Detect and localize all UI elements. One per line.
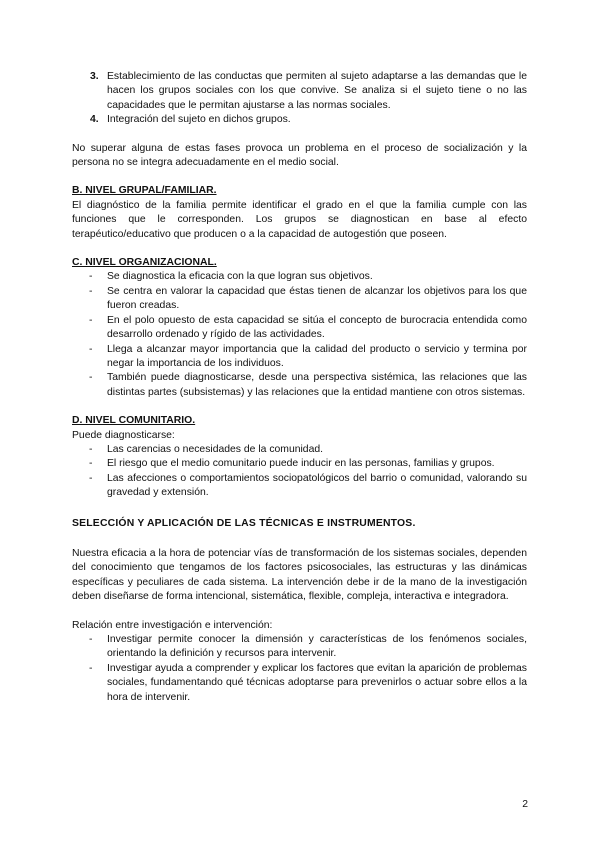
item-text: Llega a alcanzar mayor importancia que la calidad del producto o servicio y termina por negar la importancia de los individuos. (107, 343, 527, 369)
dash-bullet: - (89, 458, 93, 470)
dash-bullet: - (89, 472, 93, 484)
numbered-list (72, 70, 527, 128)
item-text: Investigar ayuda a comprender y explicar los factores que evitan la aparición de problemas sociales, fundamentando qué técnicas adoptarse para prevenirlos o actuar sobre ellos a la hora de intervenir. (107, 662, 527, 703)
list-item (72, 270, 527, 284)
list-item (72, 113, 527, 127)
list-item (72, 314, 527, 343)
dash-bullet: - (89, 372, 93, 384)
section-d-intro: Puede diagnosticarse: (72, 429, 175, 441)
item-text: Se centra en valorar la capacidad que éstas tienen de alcanzar los objetivos para los que fueron creadas. (107, 285, 527, 312)
item-text: Establecimiento de las conductas que permiten al sujeto adaptarse a las demandas que le hacen los grupos sociales con los que convive. Se analiza si el sujeto tiene o no las capacidades que le permitan ajustarse a las normas sociales. (107, 71, 527, 111)
phase-paragraph: No superar alguna de estas fases provoca un problema en el proceso de socialización y la persona no se integra adecuadamente en el medio social. (72, 142, 527, 169)
item-text: También puede diagnosticarse, desde una perspectiva sistémica, las relaciones que las distintas partes (subsistemas) y las relaciones que la entidad mantiene con otros sistemas. (107, 372, 527, 398)
page-number: 2 (522, 799, 528, 810)
item-text: Las carencias o necesidades de la comunidad. (107, 443, 324, 455)
list-item (72, 443, 527, 457)
dash-bullet: - (89, 314, 93, 326)
item-text: Se diagnostica la eficacia con la que logran sus objetivos. (107, 271, 373, 283)
dash-bullet: - (89, 662, 93, 674)
techniques-title: SELECCIÓN Y APLICACIÓN DE LAS TÉCNICAS E INSTRUMENTOS. (72, 517, 416, 529)
list-item (72, 472, 527, 501)
item-number: 4. (90, 114, 99, 126)
document-page (72, 70, 527, 705)
list-item (72, 285, 527, 314)
relation-intro: Relación entre investigación e intervención: (72, 619, 273, 631)
dash-bullet: - (89, 343, 93, 355)
dash-bullet: - (89, 443, 93, 455)
list-item (72, 633, 527, 662)
list-item (72, 371, 527, 400)
item-text: El riesgo que el medio comunitario puede inducir en las personas, familias y grupos. (107, 458, 495, 470)
section-c-list (72, 270, 527, 400)
section-b-text: El diagnóstico de la familia permite identificar el grado en el que la familia cumple con las funciones que le corresponden. Los grupos se diagnostican en base al efecto terapéutico/educativo que producen o a la capacidad de autogestión que poseen. (72, 199, 527, 240)
list-item (72, 343, 527, 372)
item-text: Integración del sujeto en dichos grupos. (107, 114, 291, 126)
list-item (72, 70, 527, 113)
list-item (72, 662, 527, 705)
item-text: Las afecciones o comportamientos sociopatológicos del barrio o comunidad, valorando su gravedad y extensión. (107, 472, 527, 499)
dash-bullet: - (89, 634, 93, 645)
list-item (72, 457, 527, 471)
section-b-heading: B. NIVEL GRUPAL/FAMILIAR. (72, 185, 217, 197)
item-text: Investigar permite conocer la dimensión y características de los fenómenos sociales, orientando la definición y recursos para intervenir. (107, 634, 527, 660)
techniques-paragraph: Nuestra eficacia a la hora de potenciar vías de transformación de los sistemas sociales, dependen del conocimiento que tengamos de los factores psicosociales, las estructuras y las dinámicas específicas y peculiares de cada sistema. La intervención debe ir de la mano de la investigación deben diseñarse de forma intencional, sistemática, flexible, compleja, interactiva e integradora. (72, 547, 527, 603)
dash-bullet: - (89, 271, 93, 283)
section-c-heading: C. NIVEL ORGANIZACIONAL. (72, 257, 217, 269)
item-text: En el polo opuesto de esta capacidad se sitúa el concepto de burocracia entendida como desarrollo ordenado y rígido de las actividades. (107, 314, 527, 341)
section-d-heading: D. NIVEL COMUNITARIO. (72, 415, 196, 427)
relation-list (72, 633, 527, 705)
dash-bullet: - (89, 285, 93, 297)
item-number: 3. (90, 71, 99, 82)
section-d-list (72, 443, 527, 501)
